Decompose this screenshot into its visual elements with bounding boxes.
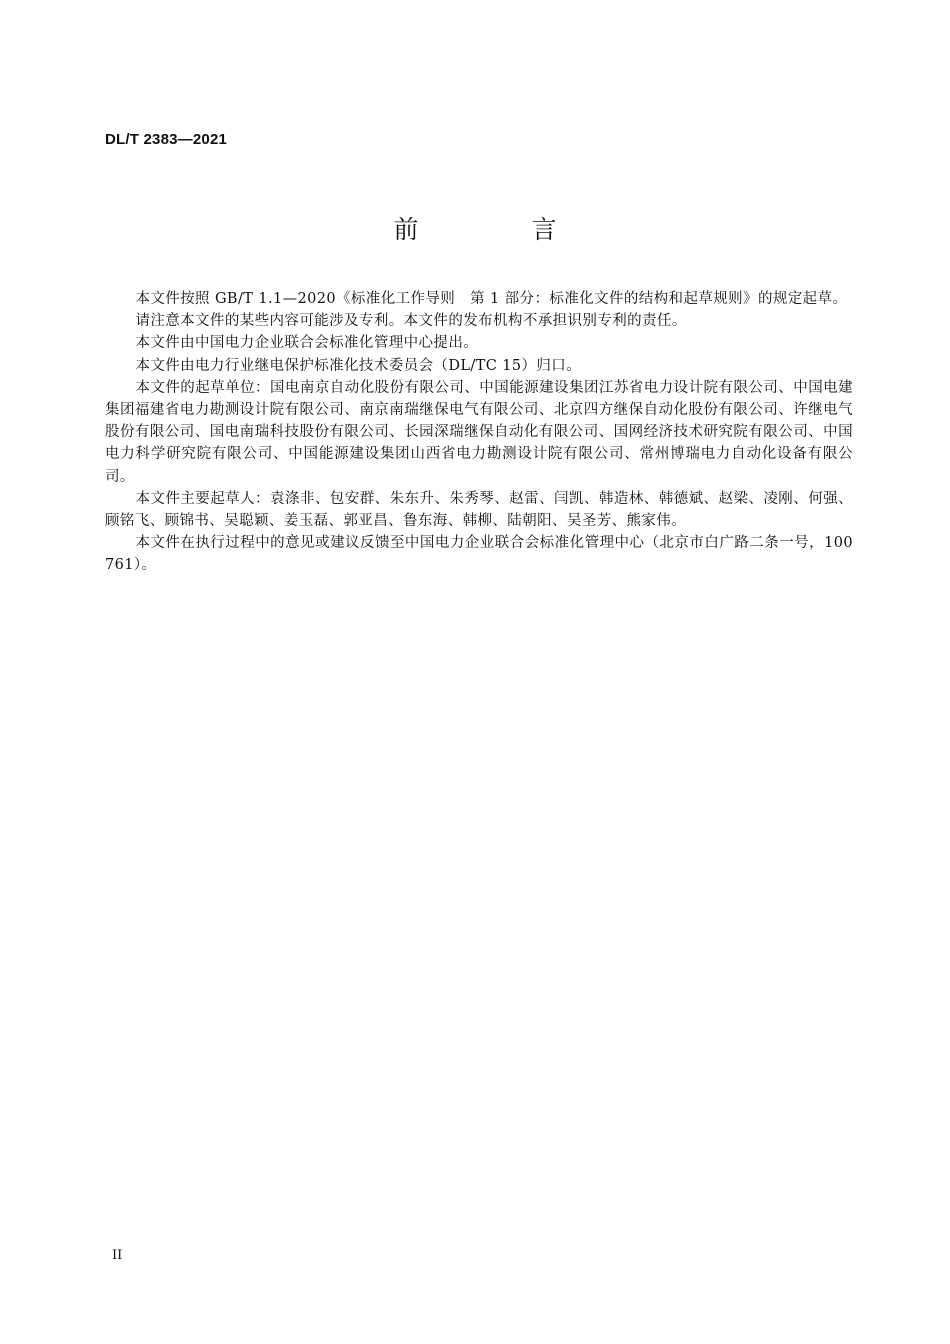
paragraph-proposer: 本文件由中国电力企业联合会标准化管理中心提出。 <box>135 335 479 352</box>
paragraph-drafters: 本文件主要起草人：袁涤非、包安群、朱东升、朱秀琴、赵雷、闫凯、韩造林、韩德斌、赵梁、凌刚、何强、顾铭飞、顾锦书、吴聪颖、姜玉磊、郭亚昌、鲁东海、韩柳、陆朝阳、吴圣芳、熊家伟。 <box>105 490 853 530</box>
paragraph-committee: 本文件由电力行业继电保护标准化技术委员会（DL/TC 15）归口。 <box>135 357 582 374</box>
paragraph-patent-notice: 请注意本文件的某些内容可能涉及专利。本文件的发布机构不承担识别专利的责任。 <box>135 313 687 330</box>
paragraph-drafting-rules: 本文件按照 GB/T 1.1—2020《标准化工作导则 第 1 部分：标准化文件的结构和起草规则》的规定起草。 <box>135 291 848 307</box>
foreword-body <box>105 288 853 577</box>
page-title: 前 言 <box>393 215 601 244</box>
paragraph-drafting-units: 本文件的起草单位：国电南京自动化股份有限公司、中国能源建设集团江苏省电力设计院有限公司、中国电建集团福建省电力勘测设计院有限公司、南京南瑞继保电气有限公司、北京四方继保自动化股份有限公司、许继电气股份有限公司、国电南瑞科技股份有限公司、长园深瑞继保自动化有限公司、国网经济技术研究院有限公司、中国电力科学研究院有限公司、中国能源建设集团山西省电力勘测设计院有限公司、常州博瑞电力自动化设备有限公司。 <box>105 379 853 485</box>
standard-code: DL/T 2383—2021 <box>105 131 228 148</box>
page-number: II <box>112 1248 123 1263</box>
paragraph-feedback: 本文件在执行过程中的意见或建议反馈至中国电力企业联合会标准化管理中心（北京市白广路二条一号，100761）。 <box>105 535 853 574</box>
